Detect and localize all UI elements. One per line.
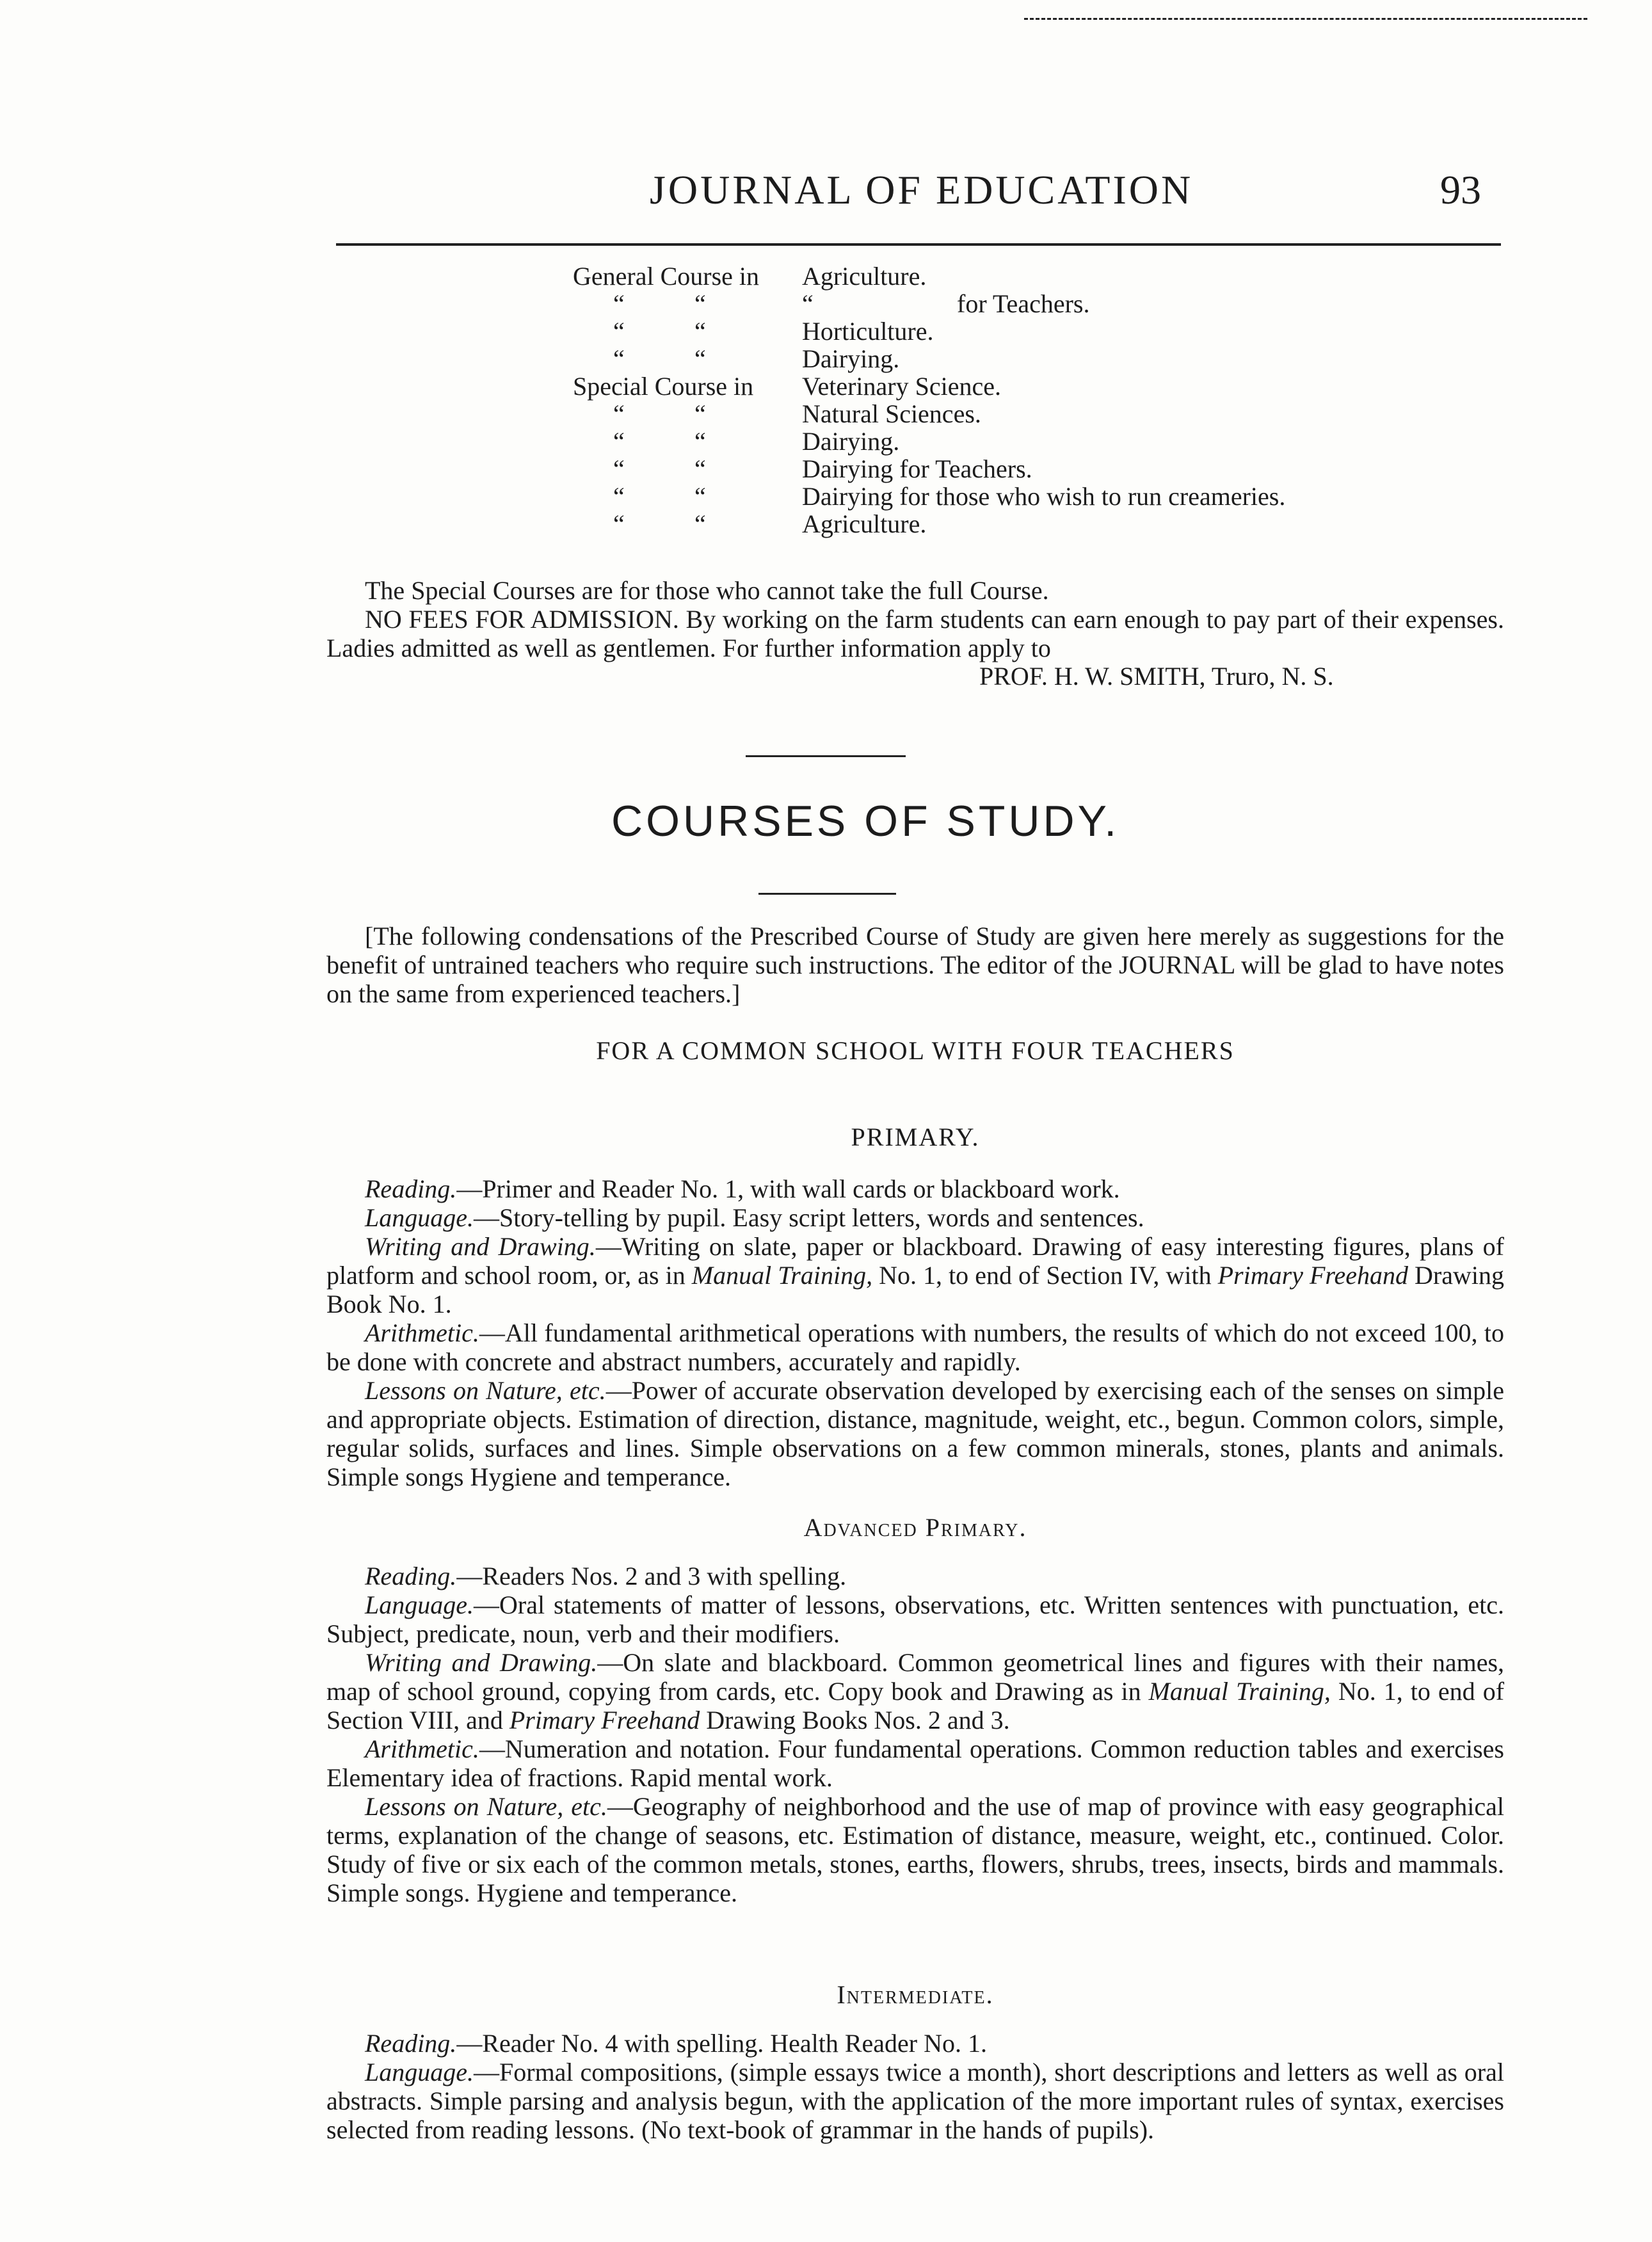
advanced-arithmetic: Arithmetic.—Numeration and notation. Four fundamental operations. Common reduction tables and exercises Elementary idea of fractions. Rapid mental work. [326,1734,1504,1792]
advanced-primary-heading: Advanced Primary. [803,1513,1027,1542]
advanced-primary-section [326,1562,1504,1907]
ditto-mark: “ [613,344,625,373]
primary-nature: Lessons on Nature, etc.—Power of accurate observation developed by exercising each of the senses on simple and appropriate objects. Estimation of direction, distance, magnitude, weight, etc., begun. Common colors, simple, regular solids, surfaces and lines. Simple observations on a few common minerals, stones, plants and animals. Simple songs Hygiene and temperance. [326,1376,1505,1491]
subject-label: Lessons on Nature, etc. [365,1792,607,1821]
advanced-nature: Lessons on Nature, etc.—Geography of neighborhood and the use of map of province with easy geographical terms, explanation of the change of seasons, etc. Estimation of distance, measure, weight, etc., continued. Color. Study of five or six each of the common metals, stones, earths, flowers, shrubs, trees, insects, birds and mammals. Simple songs. Hygiene and temperance. [326,1792,1504,1907]
subject-label: Language. [365,1590,474,1619]
course-item: Natural Sciences. [802,399,981,428]
title-underline [758,893,896,895]
ditto-mark: “ [694,482,706,511]
advanced-reading: Reading.—Readers Nos. 2 and 3 with spelling. [365,1562,847,1590]
course-item: Agriculture. [802,262,927,291]
ditto-mark: “ [694,399,706,428]
advanced-writing: Writing and Drawing.—On slate and blackboard. Common geometrical lines and figures with their names, map of school ground, copying from cards, etc. Copy book and Drawing as in Manual Training, No. 1, to end of Section VIII, and Primary Freehand Drawing Books Nos. 2 and 3. [326,1648,1505,1734]
primary-section [326,1174,1504,1491]
ditto-mark: “ [694,454,706,483]
ditto-mark: “ [694,427,706,456]
ditto-mark: “ [613,317,625,346]
advanced-language: Language.—Oral statements of matter of lessons, observations, etc. Written sentences with punctuation, etc. Subject, predicate, noun, verb and their modifiers. [326,1590,1504,1648]
ditto-mark: “ [613,509,625,538]
ditto-mark: “ [694,289,706,318]
course-item: Dairying. [802,427,900,456]
header-rule [336,243,1501,246]
admission-notice [326,576,1504,662]
subject-label: Arithmetic. [365,1318,479,1347]
primary-arithmetic: Arithmetic.—All fundamental arithmetical operations with numbers, the results of which do not exceed 100, to be done with concrete and abstract numbers, accurately and rapidly. [326,1318,1504,1376]
intro-paragraph: [The following condensations of the Prescribed Course of Study are given here merely as suggestions for the benefit of untrained teachers who require such instructions. The editor of the JOURNAL will be glad to have notes on the same from experienced teachers.] [326,922,1504,1008]
course-item: Agriculture. [802,509,927,538]
course-item: Dairying. [802,344,900,373]
subject-label: Arithmetic. [365,1734,479,1763]
section-title: COURSES OF STUDY. [611,797,1120,845]
ditto-mark: “ [613,454,625,483]
intermediate-section [326,2029,1504,2144]
course-item: Dairying for those who wish to run creameries. [802,482,1286,511]
ditto-mark: “ [613,482,625,511]
school-heading: FOR A COMMON SCHOOL WITH FOUR TEACHERS [596,1036,1235,1065]
journal-title: JOURNAL OF EDUCATION [650,167,1194,212]
subject-label: Writing and Drawing. [365,1232,596,1261]
course-item: Horticulture. [802,317,934,346]
subject-label: Lessons on Nature, etc. [365,1376,606,1405]
subject-label: Reading. [365,2029,457,2058]
subject-label: Language. [365,2058,474,2086]
intermediate-heading: Intermediate. [837,1980,994,2009]
course-item: for Teachers. [957,289,1090,318]
primary-writing: Writing and Drawing.—Writing on slate, paper or blackboard. Drawing of easy interesting figures, plans of platform and school room, or, as in Manual Training, No. 1, to end of Section IV, with Primary Freehand Drawing Book No. 1. [326,1232,1505,1318]
special-course-label: Special Course in [573,372,754,401]
page-number: 93 [1440,167,1481,212]
primary-language: Language.—Story-telling by pupil. Easy script letters, words and sentences. [365,1203,1144,1232]
admission-line-1: The Special Courses are for those who cannot take the full Course. [365,576,1049,605]
intro-note [326,922,1504,1008]
intermediate-reading: Reading.—Reader No. 4 with spelling. Health Reader No. 1. [365,2029,988,2058]
subject-label: Reading. [365,1562,457,1590]
ditto-mark: “ [613,427,625,456]
primary-heading: PRIMARY. [851,1123,980,1151]
admission-line-2: NO FEES FOR ADMISSION. By working on the farm students can earn enough to pay part of their expenses. Ladies admitted as well as gentlemen. For further information apply to [326,605,1504,662]
subject-label: Reading. [365,1174,457,1203]
subject-label: Writing and Drawing. [365,1648,598,1677]
ditto-mark: “ [802,289,814,318]
course-item: Dairying for Teachers. [802,454,1032,483]
subject-label: Language. [365,1203,474,1232]
ditto-mark: “ [694,344,706,373]
primary-reading: Reading.—Primer and Reader No. 1, with wall cards or blackboard work. [365,1174,1120,1203]
top-margin-rule [1024,18,1587,20]
intermediate-language: Language.—Formal compositions, (simple essays twice a month), short descriptions and letters as well as oral abstracts. Simple parsing and analysis begun, with the application of the more important rules of syntax, exercises selected from reading lessons. (No text-book of grammar in the hands of pupils). [326,2058,1504,2144]
signature: PROF. H. W. SMITH, Truro, N. S. [979,662,1334,691]
course-item: Veterinary Science. [802,372,1001,401]
ditto-mark: “ [694,317,706,346]
ditto-mark: “ [613,289,625,318]
general-course-label: General Course in [573,262,760,291]
ditto-mark: “ [613,399,625,428]
ditto-mark: “ [694,509,706,538]
section-divider [746,755,906,757]
